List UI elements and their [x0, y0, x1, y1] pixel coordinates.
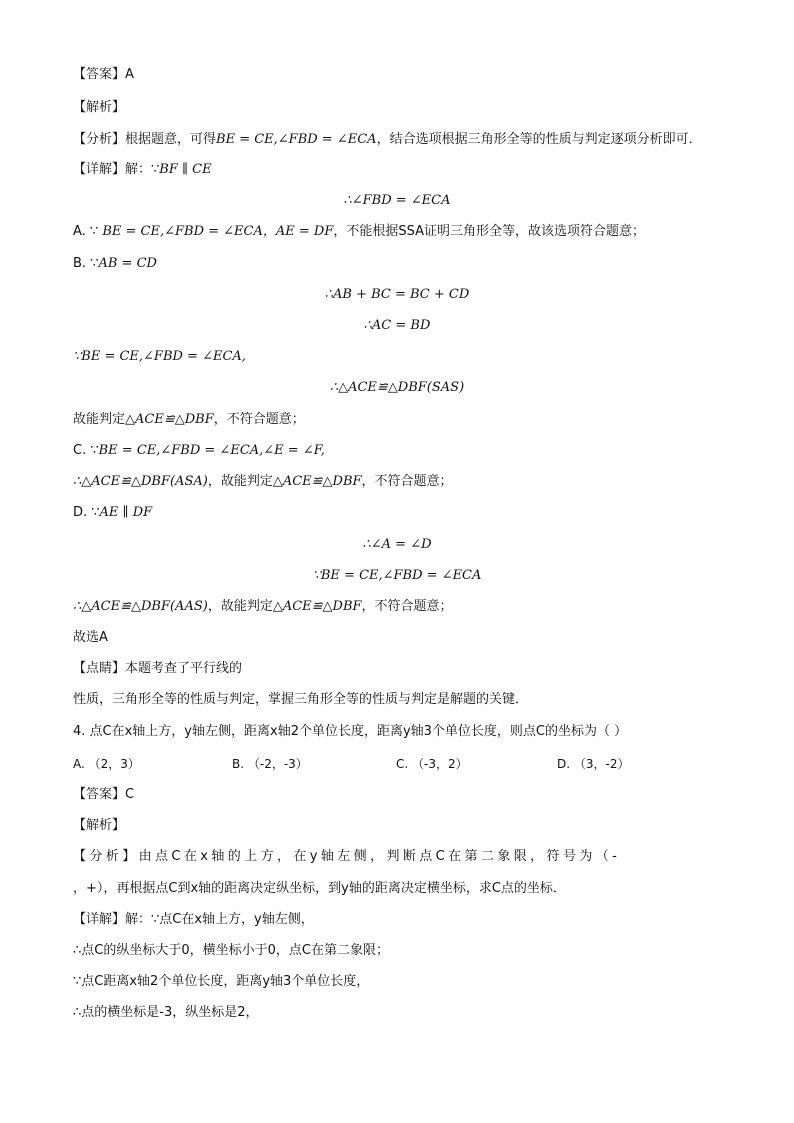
choose-line: 故选A — [73, 630, 108, 645]
option-a-math: BE = CE,∠FBD = ∠ECA，AE = DF — [102, 224, 334, 239]
option-c-post: ，不符合题意； — [361, 474, 453, 489]
option-c-congruence: △ACE≌△DBF — [272, 474, 362, 489]
option-b-pre: B. ∵ — [73, 256, 99, 271]
option-d-reasoning — [73, 504, 152, 522]
option-d-mid: ，故能判定 — [207, 599, 273, 614]
option-b-concl-pre: 故能判定 — [73, 412, 126, 427]
equation-angles: ∴∠FBD = ∠ECA — [343, 193, 451, 208]
q4-detail-line-2: ∴点C的纵坐标大于0，横坐标小于0，点C在第二象限； — [73, 943, 389, 958]
option-b-math: AB = CD — [98, 256, 157, 271]
q4-option-b: B. （-2，-3） — [232, 757, 308, 771]
option-b-concl-post: ，不符合题意； — [213, 412, 305, 427]
solution-heading: 【解析】 — [73, 100, 126, 115]
option-c-asa: ∴△ACE≌△DBF(ASA) — [73, 474, 208, 489]
q4-detail-line-1: 【详解】解：∵点C在x轴上方，y轴左侧， — [73, 912, 314, 927]
option-d-math: AE ∥ DF — [99, 505, 153, 520]
option-c-mid: ，故能判定 — [207, 474, 273, 489]
equation-given: ∵BE = CE,∠FBD = ∠ECA — [312, 568, 482, 583]
option-a-pre: A. ∵ — [73, 224, 103, 239]
q4-detail-line-4: ∴点的横坐标是-3，纵坐标是2， — [73, 1005, 259, 1020]
detail-line — [73, 161, 212, 179]
option-d-post: ，不符合题意； — [361, 599, 453, 614]
analysis-text-pre: 【分析】根据题意，可得 — [73, 132, 217, 147]
q4-answer-label: 【答案】C — [73, 787, 135, 802]
q4-detail-line-3: ∵点C距离x轴2个单位长度，距离y轴3个单位长度， — [73, 974, 370, 989]
equation-sum: ∴AB + BC = BC + CD — [324, 287, 470, 302]
analysis-text-post: ，结合选项根据三角形全等的性质与判定逐项分析即可． — [376, 132, 702, 147]
comment-line-1: 【点睛】本题考查了平行线的 — [73, 661, 243, 676]
q4-option-d: D. （3，-2） — [557, 757, 630, 771]
q4-solution-heading: 【解析】 — [73, 818, 126, 833]
equation-angle-a-d: ∴∠A = ∠D — [362, 537, 432, 552]
comment-line-2: 性质，三角形全等的性质与判定，掌握三角形全等的性质与判定是解题的关键． — [73, 692, 529, 707]
q4-option-c: C. （-3，2） — [396, 757, 468, 771]
analysis-line — [73, 131, 702, 149]
equation-ac-bd: ∴AC = BD — [363, 318, 431, 333]
option-d-pre: D. ∵ — [73, 505, 100, 520]
q4-analysis-line-1: 【分析】由点C在x轴的上方，在y轴左侧，判断点C在第二象限，符号为（- — [73, 849, 621, 864]
option-c-pre: C. ∵ — [73, 443, 99, 458]
option-a-post: ，不能根据SSA证明三角形全等，故该选项符合题意； — [333, 224, 645, 239]
answer-label: 【答案】A — [73, 67, 134, 82]
q4-analysis-line-2: ，+），再根据点C到x轴的距离决定纵坐标，到y轴的距离决定横坐标，求C点的坐标． — [73, 881, 566, 896]
option-c-conclusion — [73, 473, 453, 491]
option-b-given: ∵BE = CE,∠FBD = ∠ECA, — [73, 349, 246, 364]
option-d-aas: ∴△ACE≌△DBF(AAS) — [73, 599, 208, 614]
option-b-conclusion — [73, 411, 305, 429]
detail-text-pre: 【详解】解：∵ — [73, 162, 160, 177]
detail-math: BF ∥ CE — [159, 162, 212, 177]
option-c-reasoning — [73, 442, 325, 460]
analysis-math: BE = CE,∠FBD = ∠ECA — [216, 132, 377, 147]
option-d-conclusion — [73, 598, 453, 616]
option-b-concl-math: △ACE≌△DBF — [125, 412, 214, 427]
option-d-congruence: △ACE≌△DBF — [272, 599, 362, 614]
q4-option-a: A. （2，3） — [73, 757, 140, 771]
question-4: 4. 点C在x轴上方，y轴左侧，距离x轴2个单位长度，距离y轴3个单位长度，则点C的坐标为（ ） — [73, 724, 628, 739]
equation-sas: ∴△ACE≌△DBF(SAS) — [329, 380, 465, 395]
option-b-reasoning — [73, 255, 157, 273]
option-c-math: BE = CE,∠FBD = ∠ECA,∠E = ∠F, — [98, 443, 325, 458]
option-a-reasoning — [73, 223, 645, 241]
